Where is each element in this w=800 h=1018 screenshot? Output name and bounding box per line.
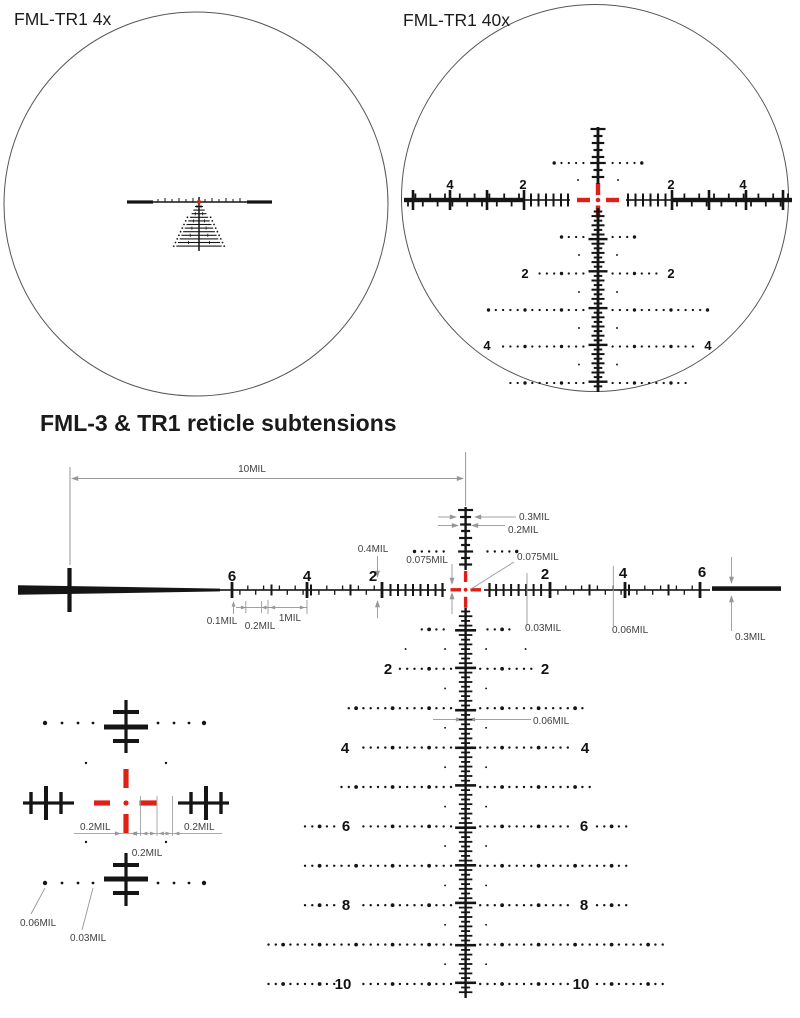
- mil-number: 8: [579, 897, 589, 914]
- mil-number: 2: [667, 266, 675, 281]
- dim-label: 0.2MIL: [131, 848, 163, 859]
- page-title: FML-3 & TR1 reticle subtensions: [40, 410, 397, 436]
- mil-number: 10: [334, 976, 352, 993]
- dim-label: 0.3MIL: [519, 512, 550, 523]
- mil-number: 4: [704, 338, 712, 353]
- center-inset-diagram: [23, 700, 229, 930]
- mil-number: 6: [227, 568, 237, 585]
- reticle-40x: [404, 127, 792, 392]
- mil-number: 4: [618, 565, 628, 582]
- dim-label: 0.2MIL: [244, 621, 276, 632]
- dim-label: 0.3MIL: [735, 632, 766, 643]
- dim-label: 0.03MIL: [525, 623, 562, 634]
- dim-label: 0.06MIL: [20, 918, 57, 929]
- subtension-dim-labels: [207, 512, 766, 727]
- mil-number: 10: [572, 976, 590, 993]
- dim-10mil-label: 10MIL: [238, 464, 266, 475]
- mil-number: 4: [340, 740, 350, 757]
- dim-label: 0.075MIL: [517, 552, 559, 563]
- mil-number: 2: [540, 661, 550, 678]
- mil-number: 6: [697, 564, 707, 581]
- view-4x-label: FML-TR1 4x: [14, 9, 112, 29]
- mil-number: 4: [580, 740, 590, 757]
- inset-dim-labels: [20, 822, 215, 944]
- mil-number: 2: [519, 177, 527, 192]
- mil-number: 2: [368, 568, 378, 585]
- mil-number: 2: [667, 177, 675, 192]
- mil-number: 2: [521, 266, 529, 281]
- mil-number: 4: [483, 338, 491, 353]
- dim-label: 0.075MIL: [406, 555, 448, 566]
- dim-label: 0.2MIL: [80, 822, 111, 833]
- mil-number: 2: [383, 661, 393, 678]
- mil-number: 4: [302, 568, 312, 585]
- scope-circle-4x: [4, 12, 388, 396]
- view-40x-label: FML-TR1 40x: [403, 10, 510, 30]
- dim-label: 0.2MIL: [508, 525, 539, 536]
- dim-label: 0.06MIL: [533, 716, 570, 727]
- dim-label: 0.03MIL: [70, 933, 107, 944]
- view-40x-panel: [402, 5, 793, 393]
- reticle-4x: [127, 197, 272, 251]
- mil-number: 4: [446, 177, 454, 192]
- dim-label: 0.2MIL: [184, 822, 215, 833]
- mil-number: 2: [540, 566, 550, 583]
- view-4x-panel: [4, 9, 388, 396]
- dim-label: 0.1MIL: [206, 616, 238, 627]
- dim-label: 0.06MIL: [612, 625, 649, 636]
- dim-label: 1MIL: [278, 613, 302, 624]
- mil-number: 4: [739, 177, 747, 192]
- mil-number: 6: [579, 818, 589, 835]
- dim-label: 0.4MIL: [357, 544, 389, 555]
- mil-number: 8: [341, 897, 351, 914]
- mil-number: 6: [341, 818, 351, 835]
